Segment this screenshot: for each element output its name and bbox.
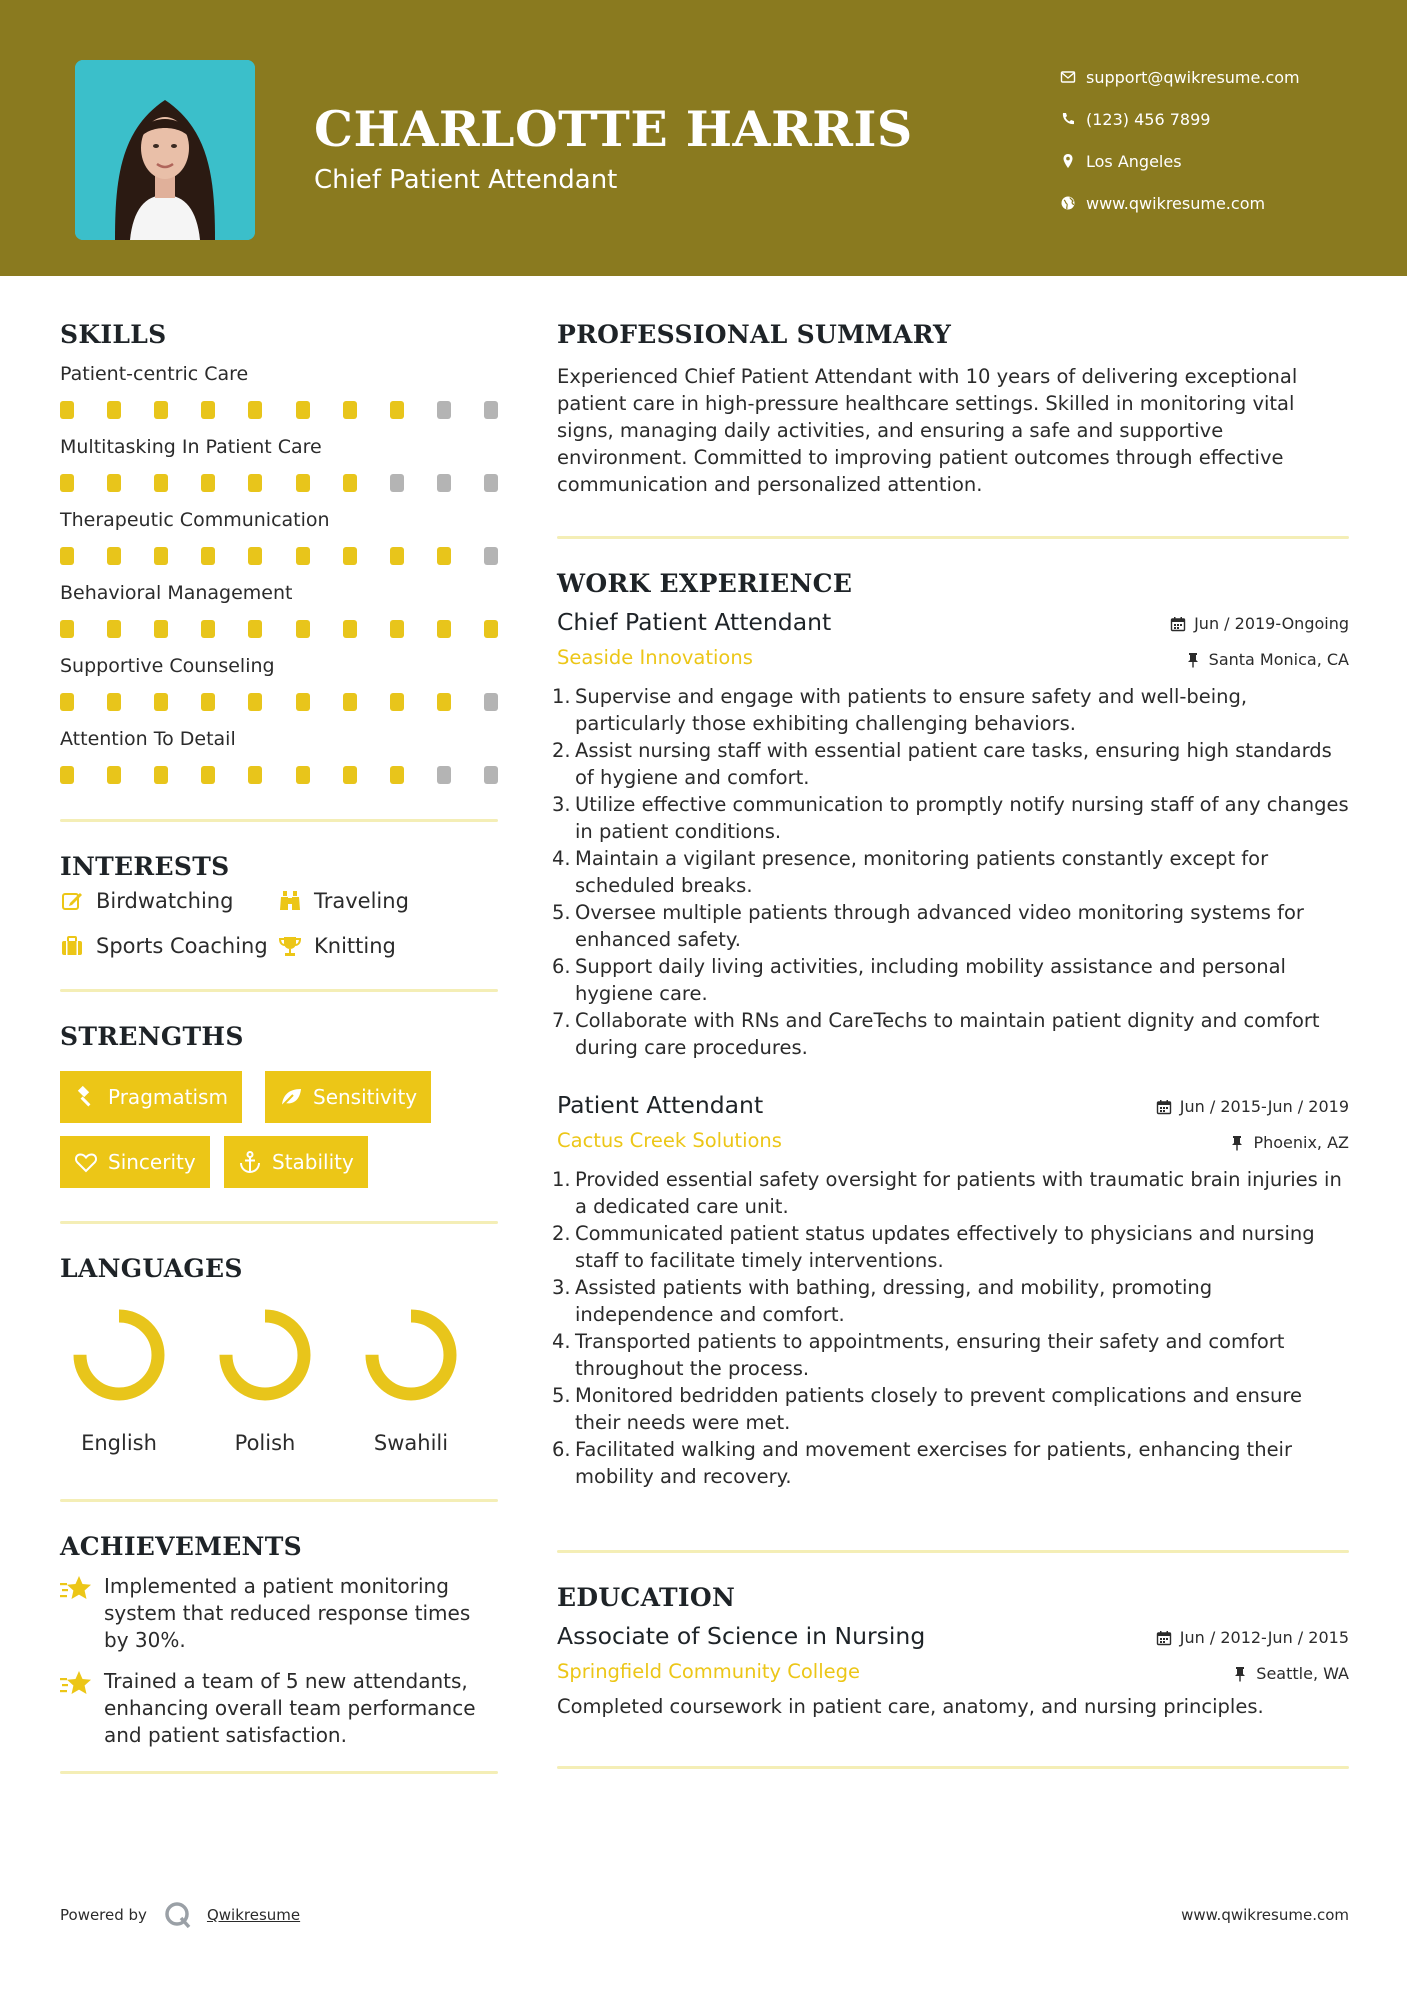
languages-heading: LANGUAGES [60, 1254, 243, 1283]
language-ring-arc [226, 1316, 304, 1394]
candidate-name: CHARLOTTE HARRIS [314, 100, 913, 158]
school-name: Springfield Community College [557, 1660, 861, 1683]
job-title: Patient Attendant [557, 1091, 764, 1119]
skill-name: Therapeutic Communication [60, 509, 330, 531]
rating-dot-filled [107, 766, 121, 784]
experience-heading: WORK EXPERIENCE [557, 569, 853, 598]
skill-item [60, 499, 498, 572]
rating-dot-filled [60, 474, 74, 492]
rating-dot-filled [60, 766, 74, 784]
job-dates [1156, 1097, 1349, 1116]
briefcase-icon [60, 934, 84, 958]
rating-dot-empty [437, 766, 451, 784]
duty-text: Oversee multiple patients through advanced video monitoring systems for enhanced safety. [575, 901, 1304, 951]
interest-label: Knitting [314, 934, 396, 958]
rating-dot-filled [248, 693, 262, 711]
rating-dot-filled [343, 620, 357, 638]
strength-label: Stability [272, 1150, 354, 1174]
calendar-icon [1156, 1099, 1172, 1115]
duty-number: 2. [552, 1222, 571, 1245]
duty-text: Assisted patients with bathing, dressing, and mobility, promoting independence and comfort. [575, 1276, 1213, 1326]
language-level-ring [361, 1305, 461, 1405]
skill-rating [60, 401, 498, 419]
job-entry [552, 608, 1349, 1061]
rating-dot-filled [107, 401, 121, 419]
job-entry [552, 1091, 1349, 1490]
calendar-icon [1156, 1630, 1172, 1646]
interest-label: Traveling [314, 889, 409, 913]
rating-dot-filled [248, 620, 262, 638]
contact-website-text: www.qwikresume.com [1086, 193, 1266, 213]
education-location-text: Seattle, WA [1256, 1664, 1349, 1683]
rating-dot-filled [390, 620, 404, 638]
contact-location-text: Los Angeles [1086, 151, 1182, 171]
duty-number: 7. [552, 1009, 571, 1032]
rating-dot-filled [154, 401, 168, 419]
job-location-text: Phoenix, AZ [1253, 1133, 1349, 1152]
interests-heading: INTERESTS [60, 852, 230, 881]
job-location [1229, 1133, 1349, 1152]
rating-dot-filled [343, 766, 357, 784]
duty-item [552, 1220, 1349, 1274]
interests-list [60, 881, 498, 981]
duty-text: Maintain a vigilant presence, monitoring patients constantly except for scheduled breaks. [575, 847, 1269, 897]
rating-dot-filled [154, 474, 168, 492]
duty-item [552, 791, 1349, 845]
contact-location [1050, 140, 1300, 182]
rating-dot-filled [296, 547, 310, 565]
portrait-image [75, 60, 255, 240]
skill-item [60, 572, 498, 645]
heart-icon [74, 1150, 98, 1174]
rating-dot-filled [107, 547, 121, 565]
strength-label: Pragmatism [108, 1085, 228, 1109]
contact-email-text: support@qwikresume.com [1086, 67, 1300, 87]
duty-text: Monitored bedridden patients closely to prevent complications and ensure their needs were met. [575, 1384, 1302, 1434]
duty-item [552, 845, 1349, 899]
skill-name: Attention To Detail [60, 728, 236, 750]
profile-photo [75, 60, 255, 240]
rating-dot-filled [296, 401, 310, 419]
pushpin-icon [1185, 652, 1201, 668]
skill-rating [60, 766, 498, 784]
rating-dot-filled [248, 766, 262, 784]
language-item [59, 1305, 179, 1455]
duty-number: 2. [552, 739, 571, 762]
rating-dot-empty [437, 474, 451, 492]
strengths-list [60, 1051, 498, 1201]
section-divider [557, 536, 1349, 539]
rating-dot-filled [296, 766, 310, 784]
rating-dot-filled [201, 620, 215, 638]
rating-dot-filled [484, 620, 498, 638]
duty-item [552, 1166, 1349, 1220]
duty-text: Collaborate with RNs and CareTechs to maintain patient dignity and comfort during care procedures. [575, 1009, 1320, 1059]
star-icon [60, 1573, 94, 1605]
rating-dot-filled [201, 547, 215, 565]
duty-text: Facilitated walking and movement exercises for patients, enhancing their mobility and recovery. [575, 1438, 1292, 1488]
language-item [205, 1305, 325, 1455]
skill-rating [60, 474, 498, 492]
section-divider [557, 1550, 1349, 1553]
rating-dot-filled [390, 401, 404, 419]
section-divider [60, 819, 498, 822]
interest-item [278, 934, 396, 958]
gavel-icon [74, 1085, 98, 1109]
duty-number: 6. [552, 955, 571, 978]
job-dates-text: Jun / 2019-Ongoing [1194, 614, 1349, 633]
skills-heading: SKILLS [60, 320, 167, 349]
rating-dot-filled [248, 474, 262, 492]
section-divider [60, 1221, 498, 1224]
rating-dot-filled [390, 547, 404, 565]
rating-dot-filled [201, 474, 215, 492]
language-ring-arc [372, 1316, 450, 1394]
language-item [351, 1305, 471, 1455]
pushpin-icon [1232, 1666, 1248, 1682]
duty-item [552, 1274, 1349, 1328]
contact-phone[interactable] [1050, 98, 1300, 140]
job-duties [552, 1166, 1349, 1490]
contact-phone-text: (123) 456 7899 [1086, 109, 1211, 129]
strength-badge [265, 1071, 431, 1123]
duty-text: Utilize effective communication to promptly notify nursing staff of any changes in patient conditions. [575, 793, 1349, 843]
rating-dot-empty [484, 474, 498, 492]
pencil-icon [60, 889, 84, 913]
duty-item [552, 683, 1349, 737]
skill-rating [60, 693, 498, 711]
job-duties [552, 683, 1349, 1061]
education-dates-text: Jun / 2012-Jun / 2015 [1179, 1628, 1349, 1647]
duty-number: 4. [552, 1330, 571, 1353]
achievements-heading: ACHIEVEMENTS [60, 1532, 302, 1561]
envelope-icon [1050, 69, 1086, 85]
rating-dot-filled [437, 693, 451, 711]
duty-number: 5. [552, 901, 571, 924]
duty-number: 1. [552, 1168, 571, 1191]
rating-dot-filled [201, 401, 215, 419]
languages-list [60, 1283, 498, 1469]
summary-heading: PROFESSIONAL SUMMARY [557, 320, 952, 349]
duty-text: Support daily living activities, including mobility assistance and personal hygiene care. [575, 955, 1286, 1005]
left-column [60, 320, 498, 1774]
rating-dot-empty [484, 547, 498, 565]
duty-item [552, 1328, 1349, 1382]
duty-item [552, 953, 1349, 1007]
language-level-ring [69, 1305, 169, 1405]
duty-item [552, 737, 1349, 791]
interest-label: Birdwatching [96, 889, 234, 913]
rating-dot-filled [248, 547, 262, 565]
rating-dot-filled [154, 620, 168, 638]
rating-dot-filled [201, 693, 215, 711]
rating-dot-filled [154, 766, 168, 784]
language-label: Swahili [373, 1431, 449, 1455]
duty-number: 3. [552, 1276, 571, 1299]
achievement-text: Implemented a patient monitoring system that reduced response times by 30%. [104, 1574, 471, 1652]
section-divider [557, 1766, 1349, 1769]
pushpin-icon [1229, 1135, 1245, 1151]
interest-item [60, 889, 233, 913]
right-column [552, 320, 1349, 1769]
skill-rating [60, 547, 498, 565]
rating-dot-empty [437, 401, 451, 419]
job-dates-text: Jun / 2015-Jun / 2019 [1179, 1097, 1349, 1116]
degree-title: Associate of Science in Nursing [557, 1622, 926, 1650]
skill-item [60, 645, 498, 718]
rating-dot-filled [201, 766, 215, 784]
education-description: Completed coursework in patient care, anatomy, and nursing principles. [557, 1695, 1264, 1718]
header-banner [0, 0, 1407, 276]
star-icon [60, 1668, 94, 1700]
strengths-heading: STRENGTHS [60, 1022, 244, 1051]
duty-text: Communicated patient status updates effectively to physicians and nursing staff to facilitate timely interventions. [575, 1222, 1315, 1272]
duty-item [552, 1007, 1349, 1061]
rating-dot-filled [343, 547, 357, 565]
binoculars-icon [278, 889, 302, 913]
globe-icon [1050, 195, 1086, 211]
skill-item [60, 718, 498, 791]
duty-item [552, 1382, 1349, 1436]
rating-dot-filled [248, 401, 262, 419]
trophy-icon [278, 934, 302, 958]
calendar-icon [1170, 616, 1186, 632]
skill-item [60, 426, 498, 499]
education-entry [557, 1622, 1349, 1720]
rating-dot-filled [390, 693, 404, 711]
achievements-list [60, 1561, 498, 1771]
rating-dot-empty [484, 401, 498, 419]
skill-rating [60, 620, 498, 638]
language-level-ring [215, 1305, 315, 1405]
education-heading: EDUCATION [557, 1583, 736, 1612]
rating-dot-filled [437, 620, 451, 638]
education-dates [1156, 1628, 1349, 1647]
section-divider [60, 989, 498, 992]
interest-item [60, 934, 268, 958]
skill-name: Multitasking In Patient Care [60, 436, 322, 458]
skill-name: Patient-centric Care [60, 363, 249, 385]
rating-dot-filled [390, 766, 404, 784]
rating-dot-filled [343, 474, 357, 492]
contact-email[interactable] [1050, 56, 1300, 98]
rating-dot-filled [154, 547, 168, 565]
contact-website[interactable] [1050, 182, 1300, 224]
education-location [1232, 1664, 1349, 1683]
qwikresume-link[interactable]: Qwikresume [206, 1906, 301, 1924]
interest-item [278, 889, 409, 913]
rating-dot-filled [107, 620, 121, 638]
job-dates [1170, 614, 1349, 633]
rating-dot-filled [296, 693, 310, 711]
rating-dot-filled [437, 547, 451, 565]
duty-text: Assist nursing staff with essential patient care tasks, ensuring high standards of hygiene and comfort. [575, 739, 1332, 789]
rating-dot-filled [296, 620, 310, 638]
achievement-item [60, 1573, 498, 1654]
duty-text: Provided essential safety oversight for patients with traumatic brain injuries in a dedicated care unit. [575, 1168, 1342, 1218]
duty-number: 5. [552, 1384, 571, 1407]
rating-dot-filled [107, 693, 121, 711]
powered-by-text: Powered by [60, 1906, 147, 1924]
section-divider [60, 1771, 498, 1774]
phone-icon [1050, 111, 1086, 127]
rating-dot-filled [107, 474, 121, 492]
rating-dot-filled [60, 693, 74, 711]
skills-list [60, 353, 498, 791]
summary-text: Experienced Chief Patient Attendant with 10 years of delivering exceptional patient care in high-pressure healthcare settings. Skilled in monitoring vital signs, managing daily activities, and ensuring a safe and supportive environment. Committed to improving patient outcomes through effective communication and personalized attention. [557, 365, 1298, 496]
rating-dot-filled [60, 547, 74, 565]
rating-dot-empty [484, 766, 498, 784]
section-divider [60, 1499, 498, 1502]
duty-text: Supervise and engage with patients to ensure safety and well-being, particularly those exhibiting challenging behaviors. [575, 685, 1248, 735]
rating-dot-filled [343, 693, 357, 711]
contact-list [1050, 56, 1300, 224]
job-title: Chief Patient Attendant [557, 608, 832, 636]
map-pin-icon [1050, 153, 1086, 169]
achievement-text: Trained a team of 5 new attendants, enhancing overall team performance and patient satisfaction. [104, 1669, 476, 1747]
rating-dot-filled [343, 401, 357, 419]
footer-powered-by [60, 1900, 300, 1930]
leaf-icon [279, 1085, 303, 1109]
rating-dot-filled [60, 401, 74, 419]
job-location [1185, 650, 1349, 669]
duty-number: 1. [552, 685, 571, 708]
duty-item [552, 899, 1349, 953]
candidate-title: Chief Patient Attendant [314, 165, 618, 195]
anchor-icon [238, 1150, 262, 1174]
duty-text: Transported patients to appointments, ensuring their safety and comfort throughout the process. [575, 1330, 1285, 1380]
job-company: Seaside Innovations [557, 646, 753, 669]
rating-dot-filled [60, 620, 74, 638]
interest-label: Sports Coaching [96, 934, 268, 958]
rating-dot-empty [390, 474, 404, 492]
duty-number: 6. [552, 1438, 571, 1461]
language-label: English [81, 1431, 157, 1455]
achievement-item [60, 1668, 498, 1749]
footer-website[interactable]: www.qwikresume.com [1181, 1906, 1349, 1924]
strength-badge [60, 1136, 210, 1188]
skill-name: Supportive Counseling [60, 655, 275, 677]
language-label: Polish [234, 1431, 296, 1455]
strength-label: Sensitivity [313, 1085, 418, 1109]
duty-number: 3. [552, 793, 571, 816]
strength-badge [60, 1071, 242, 1123]
rating-dot-filled [154, 693, 168, 711]
rating-dot-empty [484, 693, 498, 711]
strength-label: Sincerity [108, 1150, 196, 1174]
strength-badge [224, 1136, 368, 1188]
language-ring-arc [80, 1316, 158, 1394]
duty-item [552, 1436, 1349, 1490]
job-company: Cactus Creek Solutions [557, 1129, 782, 1152]
qwikresume-logo-icon [163, 1900, 193, 1930]
skill-name: Behavioral Management [60, 582, 293, 604]
skill-item [60, 353, 498, 426]
job-location-text: Santa Monica, CA [1208, 650, 1349, 669]
duty-number: 4. [552, 847, 571, 870]
rating-dot-filled [296, 474, 310, 492]
